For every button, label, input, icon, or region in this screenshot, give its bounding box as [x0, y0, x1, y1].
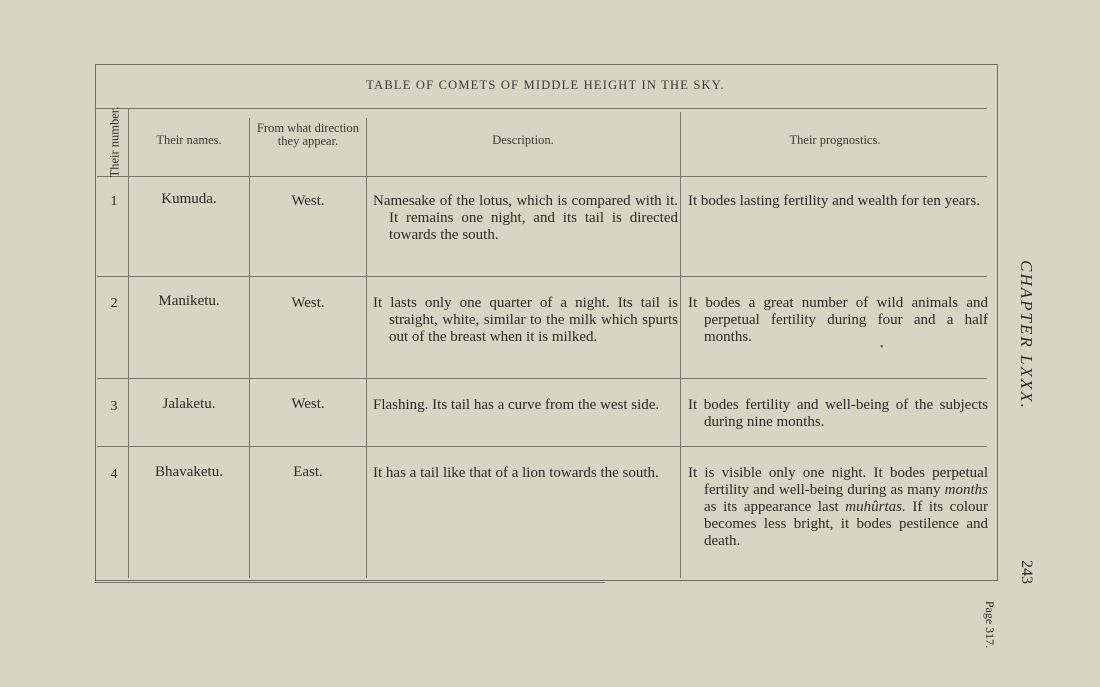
page-number-label: 243 — [1018, 560, 1035, 584]
chapter-label: CHAPTER LXXX. — [1017, 260, 1036, 410]
comet-direction: West. — [291, 295, 325, 311]
comet-prognostics: It bodes lasting fertility and wealth for ten years. — [688, 193, 980, 209]
header-top-rule — [95, 108, 987, 109]
comet-name: Kumuda. — [161, 191, 217, 207]
comet-direction: West. — [291, 396, 325, 412]
column-divider — [249, 118, 250, 578]
comet-direction: East. — [293, 464, 323, 480]
comet-prognostics: It bodes a great number of wild animals and perpetual fertility during four and a half months. — [688, 295, 988, 345]
comet-name: Jalaketu. — [162, 396, 216, 412]
header-number-label: Their number. — [107, 106, 122, 178]
page-number — [1012, 552, 1040, 592]
header-number — [100, 106, 128, 178]
row-number: 4 — [110, 467, 118, 482]
comet-prognostics — [688, 465, 988, 550]
column-divider — [680, 112, 681, 578]
table-title: TABLE OF COMETS OF MIDDLE HEIGHT IN THE SKY. — [366, 78, 725, 92]
prognostics-text: It is visible only one night. It bodes perpetual fertility and well-being during as many — [688, 465, 988, 498]
running-head-chapter — [1012, 250, 1040, 420]
comet-description: It has a tail like that of a lion towards the south. — [373, 465, 659, 481]
header-bottom-rule — [97, 176, 987, 177]
comet-description: Namesake of the lotus, which is compared with it. It remains one night, and its tail is directed towards the south. — [373, 193, 678, 243]
prognostics-text: If its colour becomes less bright, it bodes pestilence and death. — [704, 499, 988, 549]
comet-description: It lasts only one quarter of a night. Its tail is straight, white, similar to the milk which spurts out of the breast when it is milked. — [373, 295, 678, 345]
page-reference-label: Page 317. — [983, 600, 998, 648]
row-divider — [97, 446, 987, 447]
header-names: Their names. — [156, 133, 222, 147]
column-divider — [128, 108, 129, 578]
row-number: 3 — [110, 399, 118, 414]
prognostics-italic: muhûrtas. — [845, 499, 906, 515]
row-number: 1 — [110, 194, 118, 209]
comet-name: Bhavaketu. — [155, 464, 223, 480]
header-description: Description. — [492, 133, 554, 147]
header-direction: From what direction they appear. — [256, 121, 360, 148]
header-prognostics: Their prognostics. — [789, 133, 881, 147]
page-reference — [978, 592, 1002, 656]
prognostics-italic: months — [944, 482, 988, 498]
comet-prognostics: It bodes fertility and well-being of the subjects during nine months. — [688, 397, 988, 430]
comet-name: Maniketu. — [158, 293, 220, 309]
print-speck: • — [880, 342, 884, 353]
comet-description: Flashing. Its tail has a curve from the west side. — [373, 397, 660, 413]
row-divider — [97, 378, 987, 379]
row-divider — [97, 276, 987, 277]
comet-direction: West. — [291, 193, 325, 209]
row-number: 2 — [110, 296, 118, 311]
table-bottom-rule — [95, 582, 605, 583]
prognostics-text: as its appearance last — [704, 499, 846, 515]
column-divider — [366, 118, 367, 578]
